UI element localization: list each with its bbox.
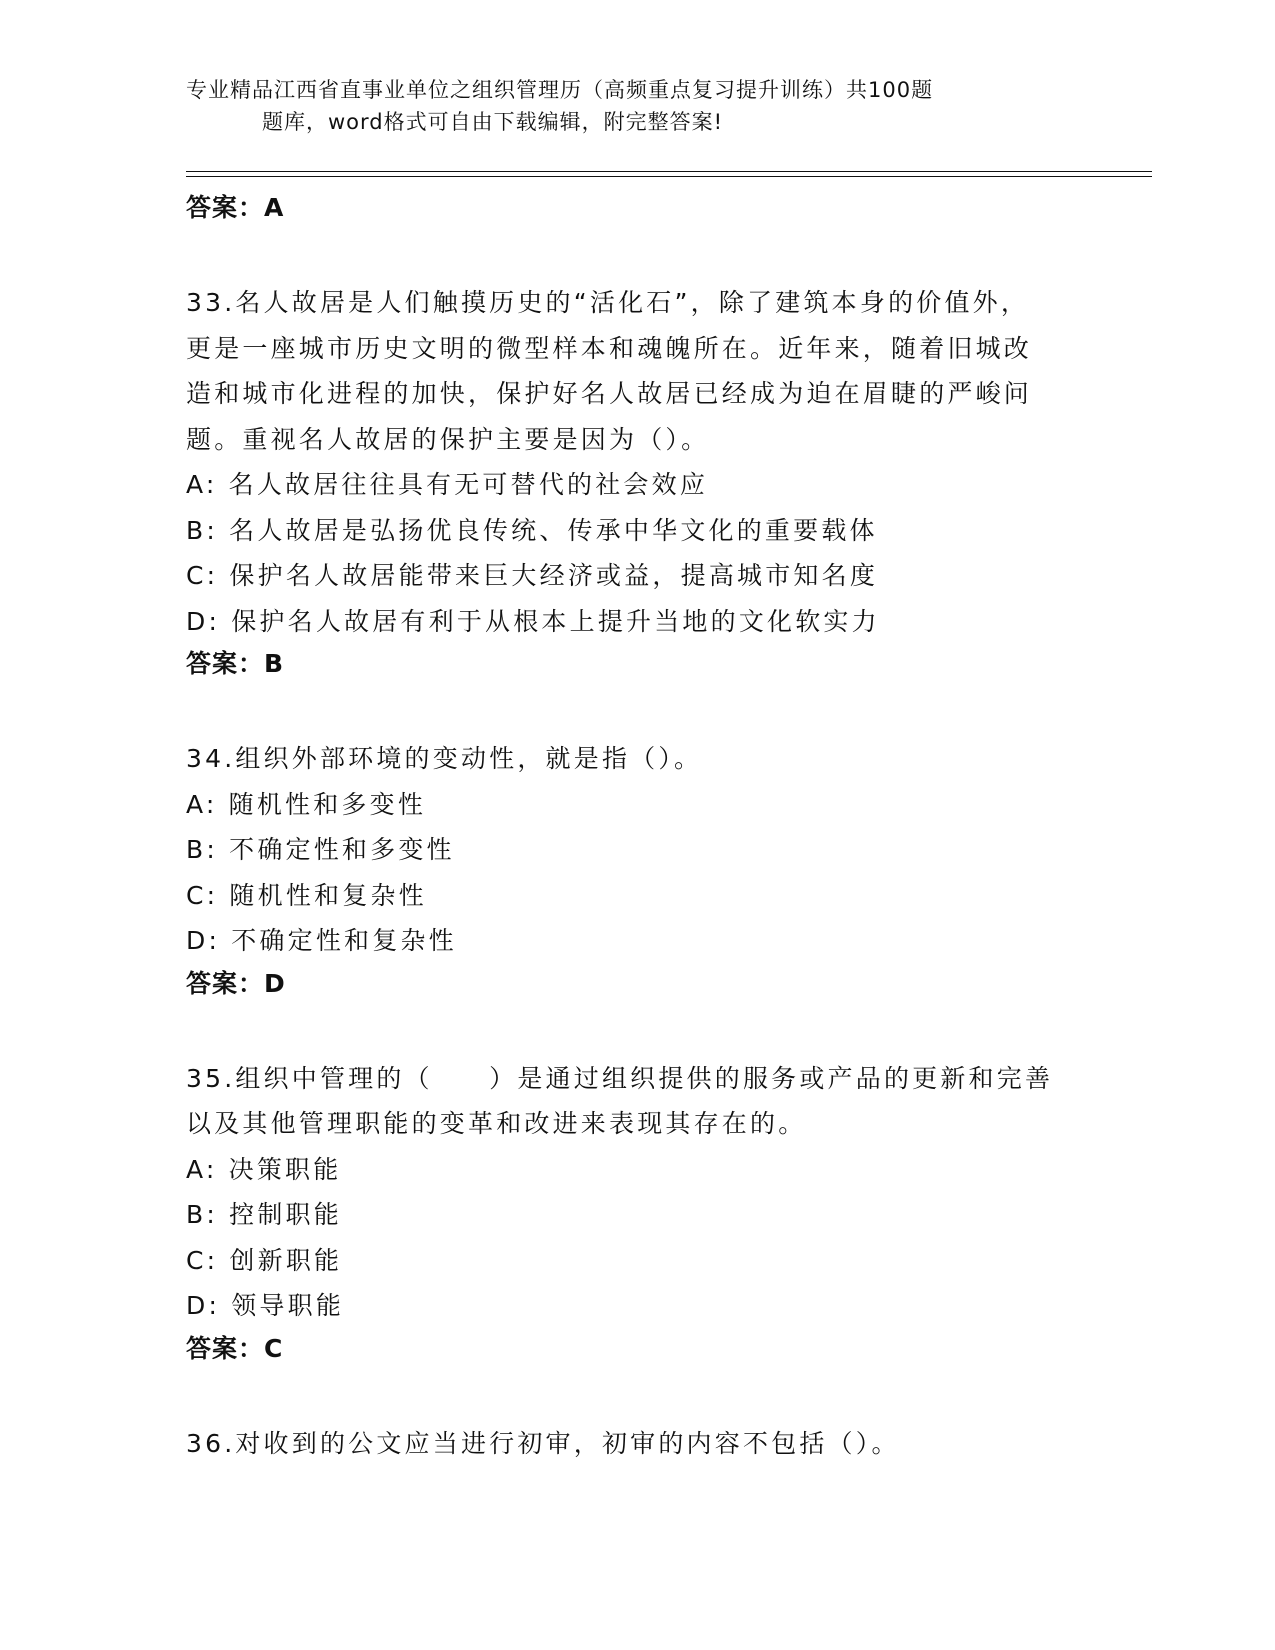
answer-line: 答案：C <box>186 1333 284 1363</box>
option-c: C: 保护名人故居能带来巨大经济或益，提高城市知名度 <box>186 561 879 590</box>
spacer <box>186 1004 1086 1056</box>
option-b: B: 控制职能 <box>186 1200 342 1229</box>
header-title-line-1: 专业精品江西省直事业单位之组织管理历（高频重点复习提升训练）共100题 <box>186 78 934 102</box>
question-text-line: 造和城市化进程的加快，保护好名人故居已经成为迫在眉睫的严峻问 <box>186 379 1033 408</box>
answer-line: 答案：B <box>186 649 285 678</box>
question-block <box>186 1056 1086 1369</box>
spacer <box>186 1369 1086 1421</box>
option-d: D: 不确定性和复杂性 <box>186 926 457 955</box>
question-content <box>186 188 1086 1466</box>
question-text-line: 34.组织外部环境的变动性，就是指（）。 <box>186 744 703 773</box>
option-a: A: 名人故居往往具有无可替代的社会效应 <box>186 470 709 499</box>
option-b: B: 名人故居是弘扬优良传统、传承中华文化的重要载体 <box>186 515 878 545</box>
question-block <box>186 280 1086 684</box>
option-b: B: 不确定性和多变性 <box>186 835 455 864</box>
question-text-line: 题。重视名人故居的保护主要是因为（）。 <box>186 424 710 454</box>
spacer <box>186 228 1086 280</box>
question-text-line: 35.组织中管理的（ ）是通过组织提供的服务或产品的更新和完善 <box>186 1063 1054 1093</box>
option-d: D: 领导职能 <box>186 1291 345 1320</box>
header-rule-bottom <box>186 176 1152 177</box>
spacer <box>186 684 1086 736</box>
answer-line: 答案：D <box>186 968 286 998</box>
option-d: D: 保护名人故居有利于从根本上提升当地的文化软实力 <box>186 606 880 636</box>
option-a: A: 决策职能 <box>186 1154 342 1184</box>
option-c: C: 随机性和复杂性 <box>186 880 427 910</box>
previous-answer: 答案：A <box>186 193 285 222</box>
header-title-line-2: 题库，word格式可自由下载编辑，附完整答案! <box>262 110 724 134</box>
question-text-line: 36.对收到的公文应当进行初审，初审的内容不包括（）。 <box>186 1428 900 1458</box>
question-block <box>186 1421 1086 1467</box>
option-c: C: 创新职能 <box>186 1245 343 1275</box>
question-text-line: 33.名人故居是人们触摸历史的“活化石”，除了建筑本身的价值外， <box>186 288 1030 317</box>
page-header <box>186 74 1086 138</box>
question-text-line: 更是一座城市历史文明的微型样本和魂魄所在。近年来，随着旧城改 <box>186 333 1033 363</box>
option-a: A: 随机性和多变性 <box>186 789 427 819</box>
question-text-line: 以及其他管理职能的变革和改进来表现其存在的。 <box>186 1109 807 1138</box>
question-block <box>186 736 1086 1004</box>
header-rule-top <box>186 171 1152 172</box>
